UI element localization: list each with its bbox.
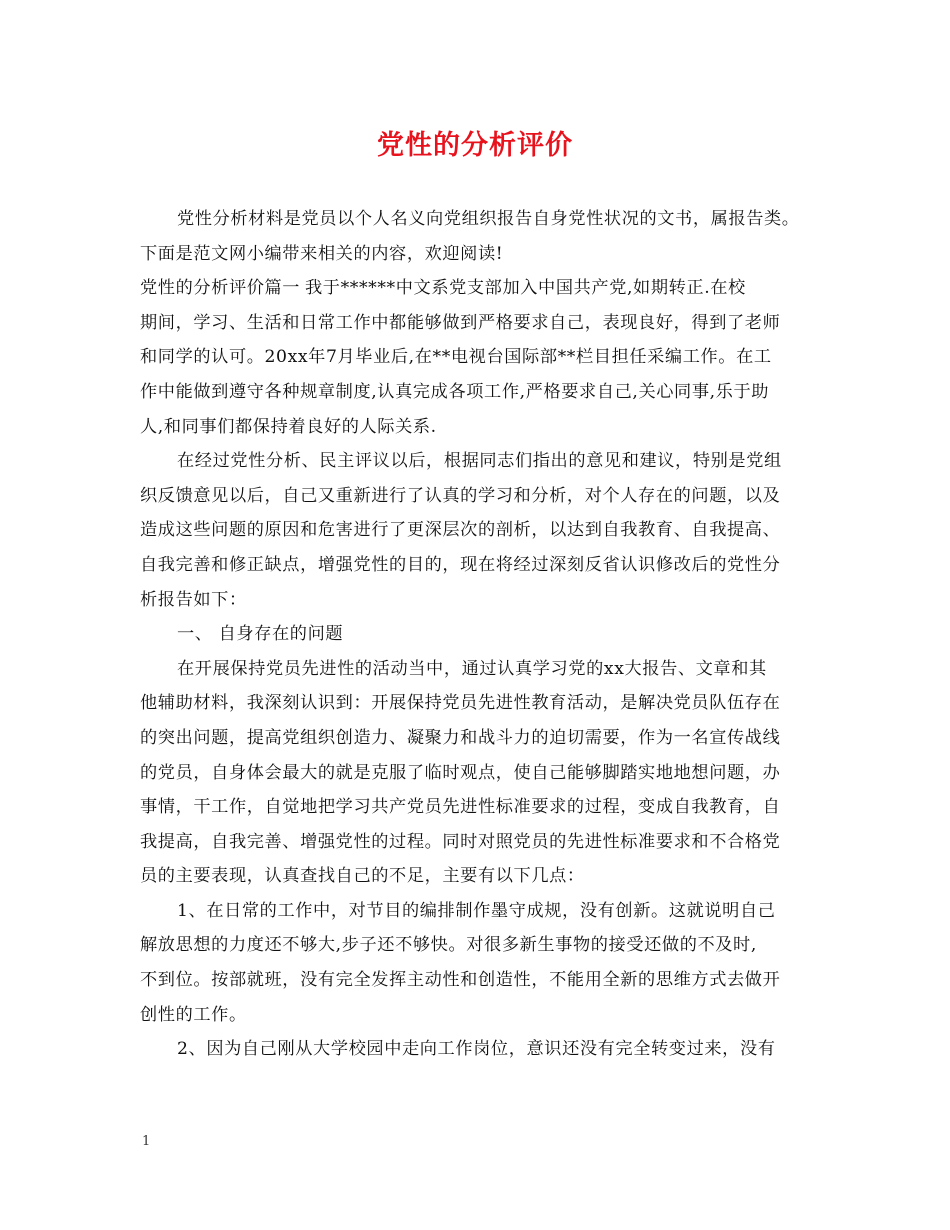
body-line: 他辅助材料，我深刻认识到：开展保持党员先进性教育活动，是解决党员队伍存在 bbox=[140, 693, 781, 714]
body-line: 和同学的认可。20xx年7月毕业后,在**电视台国际部**栏目担任采编工作。在工 bbox=[140, 347, 772, 368]
body-line: 期间，学习、生活和日常工作中都能够做到严格要求自己，表现良好，得到了老师 bbox=[140, 312, 781, 333]
body-line: 创性的工作。 bbox=[140, 1004, 247, 1025]
body-line: 在经过党性分析、民主评议以后，根据同志们指出的意见和建议，特别是党组 bbox=[177, 451, 782, 472]
body-line: 的党员，自身体会最大的就是克服了临时观点，使自己能够脚踏实地地想问题，办 bbox=[140, 762, 781, 783]
body-line: 2、因为自己刚从大学校园中走向工作岗位，意识还没有完全转变过来，没有 bbox=[177, 1039, 776, 1060]
body-line bbox=[140, 271, 820, 306]
body-line: 织反馈意见以后，自己又重新进行了认真的学习和分析，对个人存在的问题，以及 bbox=[140, 485, 781, 506]
document-title: 党性的分析评价 bbox=[377, 130, 573, 161]
body-line: 事情，干工作，自觉地把学习共产党员先进性标准要求的过程，变成自我教育，自 bbox=[140, 797, 781, 818]
body-line: 的突出问题，提高党组织创造力、凝聚力和战斗力的迫切需要，作为一名宣传战线 bbox=[140, 727, 781, 748]
page-number: 1 bbox=[142, 1134, 151, 1149]
body-line: 解放思想的力度还不够大,步子还不够快。对很多新生事物的接受还做的不及时, bbox=[140, 935, 757, 956]
section-heading: 党性的分析评价篇一 bbox=[140, 278, 301, 299]
body-line: 1、在日常的工作中，对节目的编排制作墨守成规，没有创新。这就说明自己 bbox=[177, 900, 776, 921]
document-body bbox=[140, 202, 820, 1067]
body-line: 下面是范文网小编带来相关的内容，欢迎阅读! bbox=[140, 243, 504, 264]
body-line: 析报告如下： bbox=[140, 589, 247, 610]
body-line: 自我完善和修正缺点，增强党性的目的，现在将经过深刻反省认识修改后的党性分 bbox=[140, 554, 781, 575]
body-line-continuation: 我于******中文系党支部加入中国共产党,如期转正.在校 bbox=[305, 278, 746, 299]
body-line: 造成这些问题的原因和危害进行了更深层次的剖析，以达到自我教育、自我提高、 bbox=[140, 520, 781, 541]
body-line: 党性分析材料是党员以个人名义向党组织报告自身党性状况的文书，属报告类。 bbox=[177, 209, 800, 229]
body-line: 在开展保持党员先进性的活动当中，通过认真学习党的xx大报告、文章和其 bbox=[177, 658, 767, 679]
body-line: 不到位。按部就班，没有完全发挥主动性和创造性，不能用全新的思维方式去做开 bbox=[140, 970, 781, 991]
body-line: 人,和同事们都保持着良好的人际关系. bbox=[140, 416, 437, 437]
body-line: 我提高，自我完善、增强党性的过程。同时对照党员的先进性标准要求和不合格党 bbox=[140, 831, 781, 852]
body-line: 员的主要表现，认真查找自己的不足，主要有以下几点： bbox=[140, 866, 585, 887]
body-line: 作中能做到遵守各种规章制度,认真完成各项工作,严格要求自己,关心同事,乐于助 bbox=[140, 381, 770, 402]
section-heading: 一、 自身存在的问题 bbox=[177, 624, 344, 645]
